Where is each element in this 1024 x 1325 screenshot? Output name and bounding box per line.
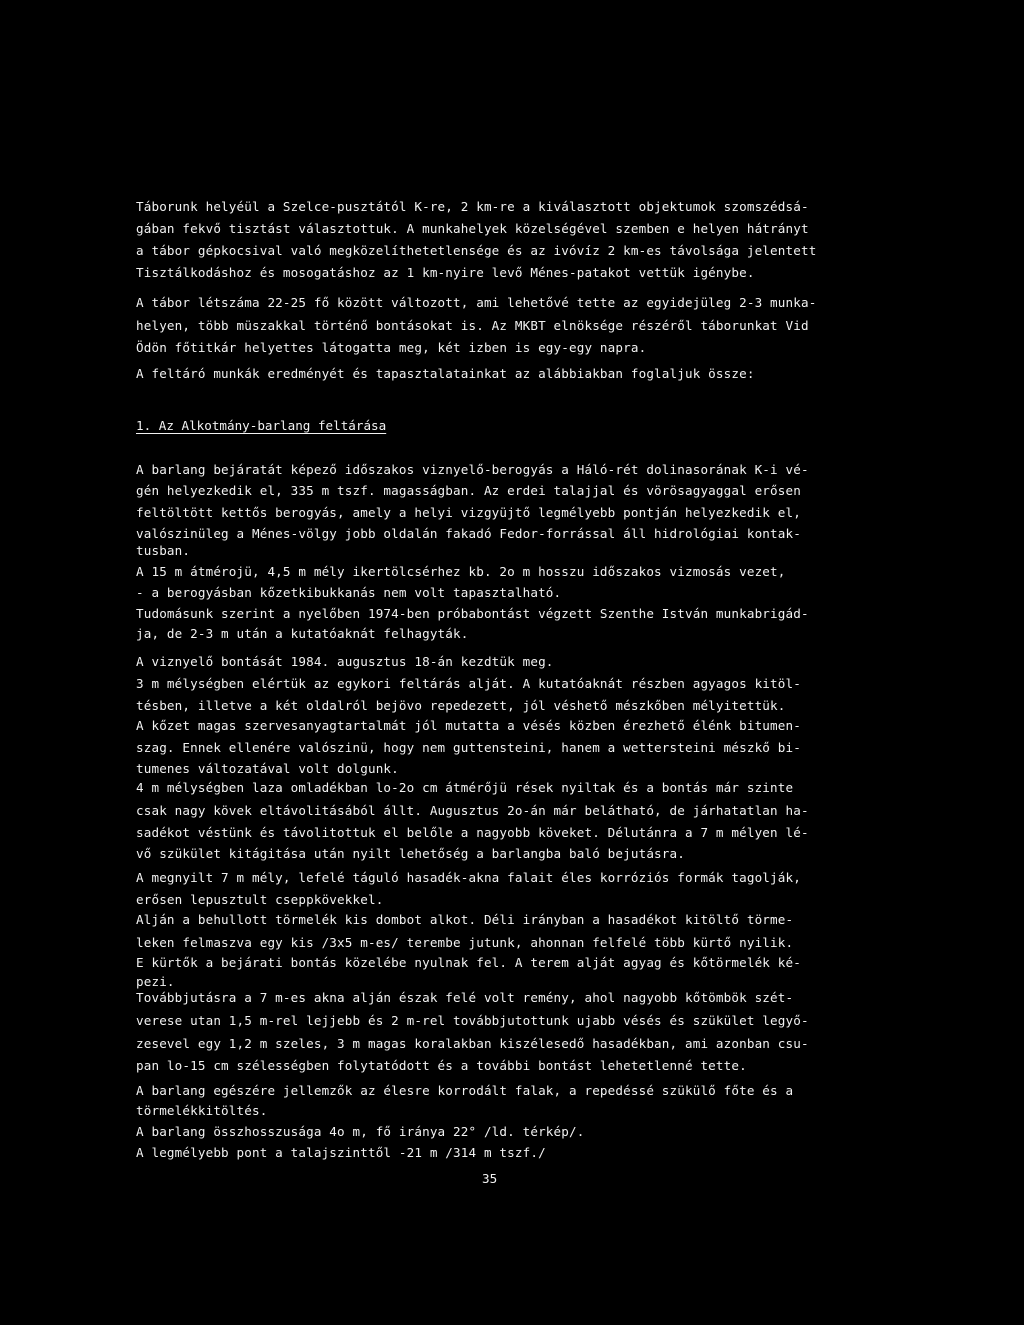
body-line: Alján a behullott törmelék kis dombot alkot. Déli irányban a hasadékot kitöltő törme- — [136, 912, 794, 927]
body-line: pezi. — [136, 974, 175, 989]
body-line: vő szükület kitágitása után nyilt lehetőség a barlangba baló bejutásra. — [136, 846, 685, 861]
body-line: sadékot véstünk és távolitottuk el belőle a nagyobb köveket. Délutánra a 7 m mélyen lé- — [136, 825, 809, 840]
body-line: - a berogyásban kőzetkibukkanás nem volt tapasztalható. — [136, 585, 562, 600]
body-line: A 15 m átmérojü, 4,5 m mély ikertölcsérhez kb. 2o m hosszu időszakos vizmosás vezet, — [136, 564, 786, 579]
body-line: szag. Ennek ellenére valószinü, hogy nem guttensteini, hanem a wettersteini mészkő bi- — [136, 740, 801, 755]
page-number: 35 — [482, 1171, 498, 1186]
body-line: Továbbjutásra a 7 m-es akna alján észak felé volt remény, ahol nagyobb kőtömbök szét- — [136, 990, 794, 1005]
body-line: tumenes változatával volt dolgunk. — [136, 761, 399, 776]
body-line: törmelékkitöltés. — [136, 1103, 268, 1118]
body-line: A kőzet magas szervesanyagtartalmát jól mutatta a vésés közben érezhető élénk bitumen- — [136, 718, 801, 733]
intro-line: helyen, több müszakkal történő bontásokat is. Az MKBT elnöksége részéről táborunkat Vid — [136, 318, 809, 333]
body-line: A barlang bejáratát képező időszakos viznyelő-berogyás a Háló-rét dolinasorának K-i vé- — [136, 462, 809, 477]
body-line: tésben, illetve a két oldalról bejövo repedezett, jól véshető mészkőben mélyitettük. — [136, 698, 786, 713]
intro-line: a tábor gépkocsival való megközelíthetetlensége és az ivóvíz 2 km-es távolsága jelentett — [136, 243, 817, 258]
body-line: A barlang egészére jellemzők az élesre korrodált falak, a repedéssé szükülő főte és a — [136, 1083, 794, 1098]
body-line: pan lo-15 cm szélességben folytatódott és a további bontást lehetetlenné tette. — [136, 1058, 747, 1073]
body-line: erősen lepusztult cseppkövekkel. — [136, 892, 384, 907]
body-line: ja, de 2-3 m után a kutatóaknát felhagyták. — [136, 626, 469, 641]
intro-line: gában fekvő tisztást választottuk. A munkahelyek közelségével szemben e helyen hátrányt — [136, 221, 809, 236]
body-line: gén helyezkedik el, 335 m tszf. magasságban. Az erdei talajjal és vörösagyaggal erősen — [136, 483, 801, 498]
body-line: E kürtők a bejárati bontás közelébe nyulnak fel. A terem alját agyag és kőtörmelék ké- — [136, 955, 801, 970]
body-line: verese utan 1,5 m-rel lejjebb és 2 m-rel továbbjutottunk ujabb vésés és szükület legyő- — [136, 1013, 809, 1028]
body-line: 4 m mélységben laza omladékban lo-2o cm átmérőjü rések nyiltak és a bontás már szinte — [136, 780, 794, 795]
body-line: feltöltött kettős berogyás, amely a helyi vizgyüjtő legmélyebb pontján helyezkedik el, — [136, 505, 801, 520]
intro-line: Ödön főtitkár helyettes látogatta meg, két izben is egy-egy napra. — [136, 340, 647, 355]
intro-line: A tábor létszáma 22-25 fő között változott, ami lehetővé tette az egyidejüleg 2-3 munka- — [136, 295, 817, 310]
body-line: csak nagy kövek eltávolitásából állt. Augusztus 2o-án már belátható, de járhatatlan ha- — [136, 803, 809, 818]
section-heading: 1. Az Alkotmány-barlang feltárása — [136, 418, 387, 433]
intro-line: Tisztálkodáshoz és mosogatáshoz az 1 km-nyire levő Ménes-patakot vettük igénybe. — [136, 265, 755, 280]
intro-line: Táborunk helyéül a Szelce-pusztától K-re, 2 km-re a kiválasztott objektumok szomszédsá- — [136, 199, 809, 214]
body-line: valószinüleg a Ménes-völgy jobb oldalán fakadó Fedor-forrással áll hidrológiai kontak- — [136, 526, 801, 541]
intro-line: A feltáró munkák eredményét és tapasztalatainkat az alábbiakban foglaljuk össze: — [136, 366, 755, 381]
body-line: A viznyelő bontását 1984. augusztus 18-án kezdtük meg. — [136, 654, 554, 669]
body-line: tusban. — [136, 543, 191, 558]
body-line: A barlang összhosszusága 4o m, fő iránya 22° /ld. térkép/. — [136, 1124, 585, 1139]
body-line: Tudomásunk szerint a nyelőben 1974-ben próbabontást végzett Szenthe István munkabrigád- — [136, 606, 809, 621]
body-line: zesevel egy 1,2 m szeles, 3 m magas koralakban kiszélesedő hasadékban, ami azonban csu- — [136, 1036, 809, 1051]
body-line: A legmélyebb pont a talajszinttől -21 m /314 m tszf./ — [136, 1145, 546, 1160]
body-line: A megnyilt 7 m mély, lefelé táguló hasadék-akna falait éles korróziós formák tagolják, — [136, 870, 801, 885]
body-line: 3 m mélységben elértük az egykori feltárás alját. A kutatóaknát részben agyagos kitöl- — [136, 676, 801, 691]
body-line: leken felmaszva egy kis /3x5 m-es/ terembe jutunk, ahonnan felfelé több kürtő nyilik. — [136, 935, 794, 950]
